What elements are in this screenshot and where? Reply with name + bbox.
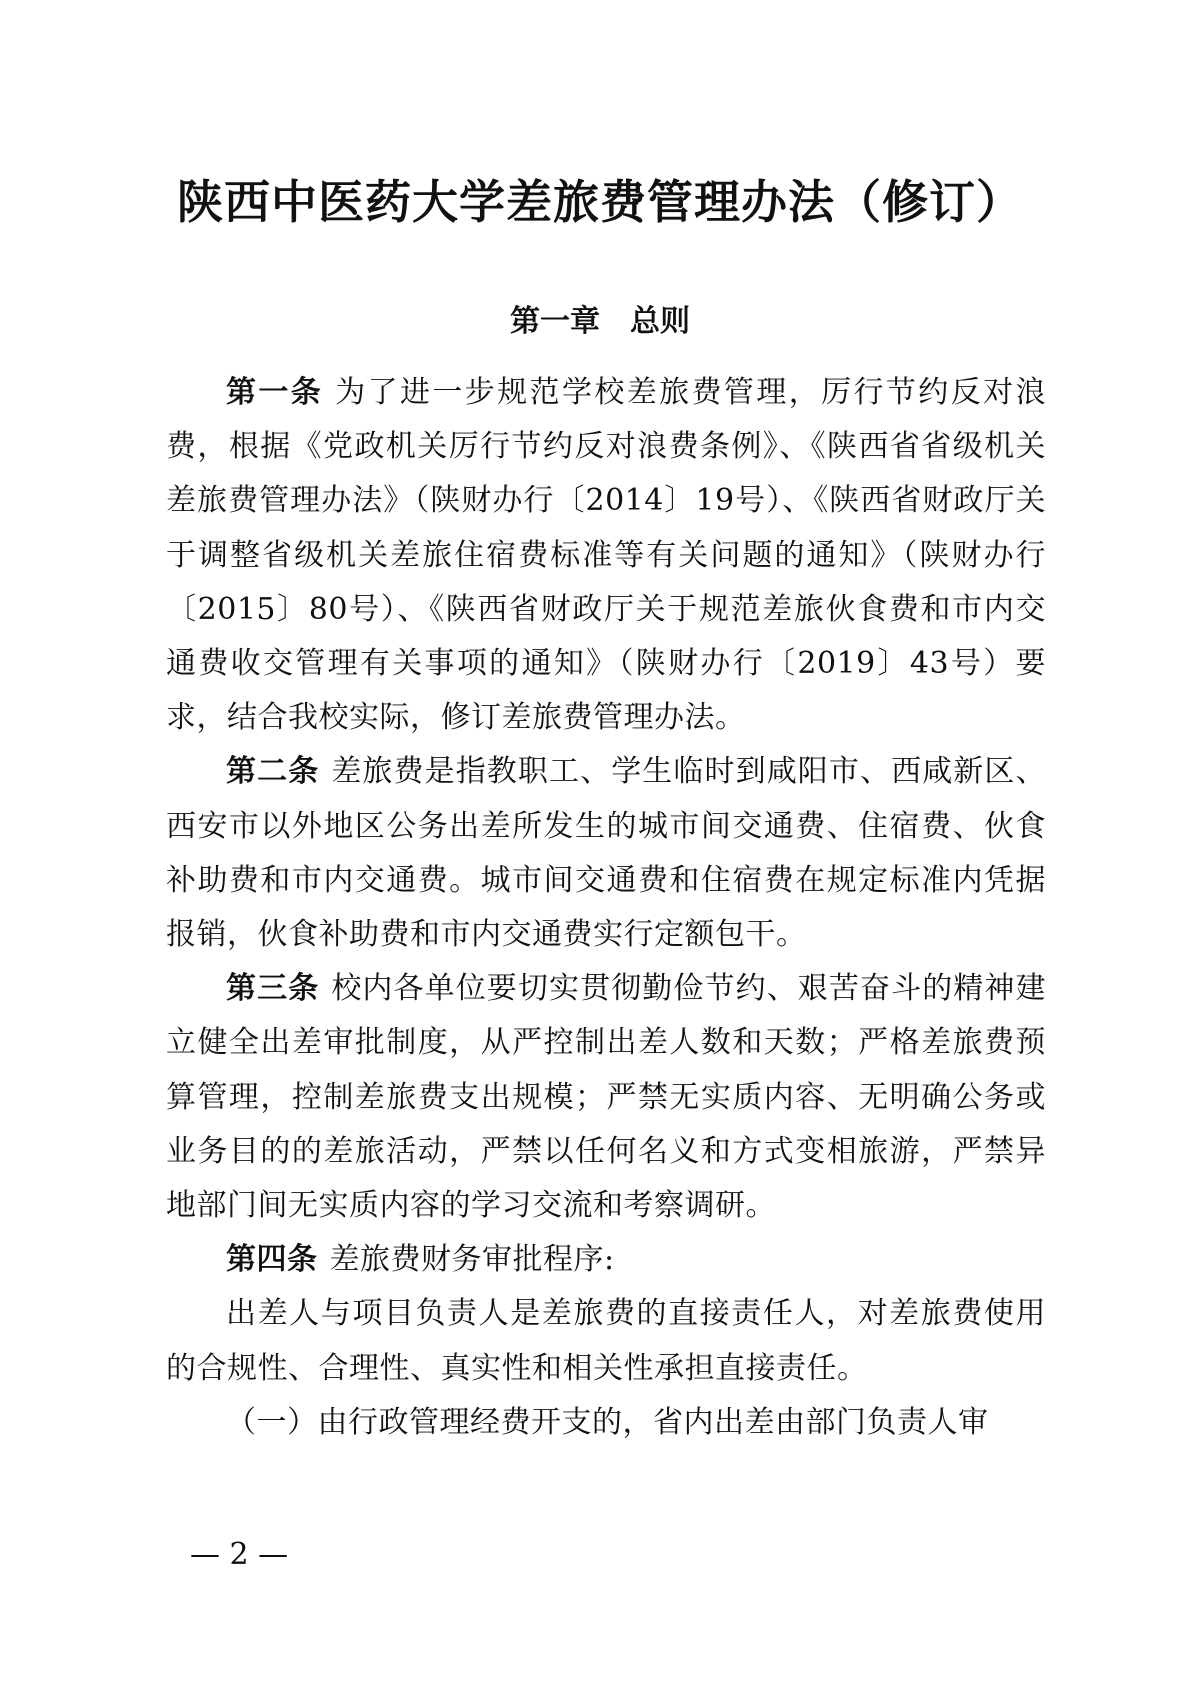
- article-3: [166, 962, 1046, 1233]
- chapter-heading: 第一章 总则: [510, 304, 690, 339]
- article-label: 第一条: [226, 375, 324, 410]
- article-text: 差旅费财务审批程序:: [329, 1242, 615, 1278]
- article-4-responsibility: [166, 1287, 1046, 1395]
- paragraph-text: （一）由行政管理经费开支的，省内出差由部门负责人审: [226, 1404, 989, 1440]
- article-text: 差旅费是指教职工、学生临时到咸阳市、西咸新区、西安市以外地区公务出差所发生的城市间交通费、住宿费、伙食补助费和市内交通费。城市间交通费和住宿费在规定标准内凭据报销，伙食补助费和市内交通费实行定额包干。: [166, 754, 1047, 953]
- page-number: — 2 —: [190, 1537, 289, 1572]
- article-label: 第四条: [226, 1242, 318, 1278]
- paragraph-text: 出差人与项目负责人是差旅费的直接责任人，对差旅费使用的合规性、合理性、真实性和相关性承担直接责任。: [166, 1296, 1046, 1386]
- document-body: [166, 366, 1046, 1450]
- document-title: 陕西中医药大学差旅费管理办法（修订）: [177, 175, 1023, 229]
- article-2: [166, 745, 1046, 962]
- article-text: 为了进一步规范学校差旅费管理，厉行节约反对浪费，根据《党政机关厉行节约反对浪费条例》、《陕西省省级机关差旅费管理办法》（陕财办行〔2014〕19号）、《陕西省财政厅关于调整省级机关差旅住宿费标准等有关问题的通知》（陕财办行〔2015〕80号）、《陕西省财政厅关于规范差旅伙食费和市内交通费收交管理有关事项的通知》（陕财办行〔2019〕43号）要求，结合我校实际，修订差旅费管理办法。: [166, 375, 1046, 736]
- article-1: [166, 366, 1046, 745]
- article-4: [166, 1233, 1046, 1287]
- article-label: 第三条: [226, 971, 320, 1007]
- article-text: 校内各单位要切实贯彻勤俭节约、艰苦奋斗的精神建立健全出差审批制度，从严控制出差人数和天数；严格差旅费预算管理，控制差旅费支出规模；严禁无实质内容、无明确公务或业务目的的差旅活动，严禁以任何名义和方式变相旅游，严禁异地部门间无实质内容的学习交流和考察调研。: [166, 971, 1047, 1224]
- article-4-item-1: [166, 1396, 1046, 1450]
- article-label: 第二条: [226, 754, 320, 790]
